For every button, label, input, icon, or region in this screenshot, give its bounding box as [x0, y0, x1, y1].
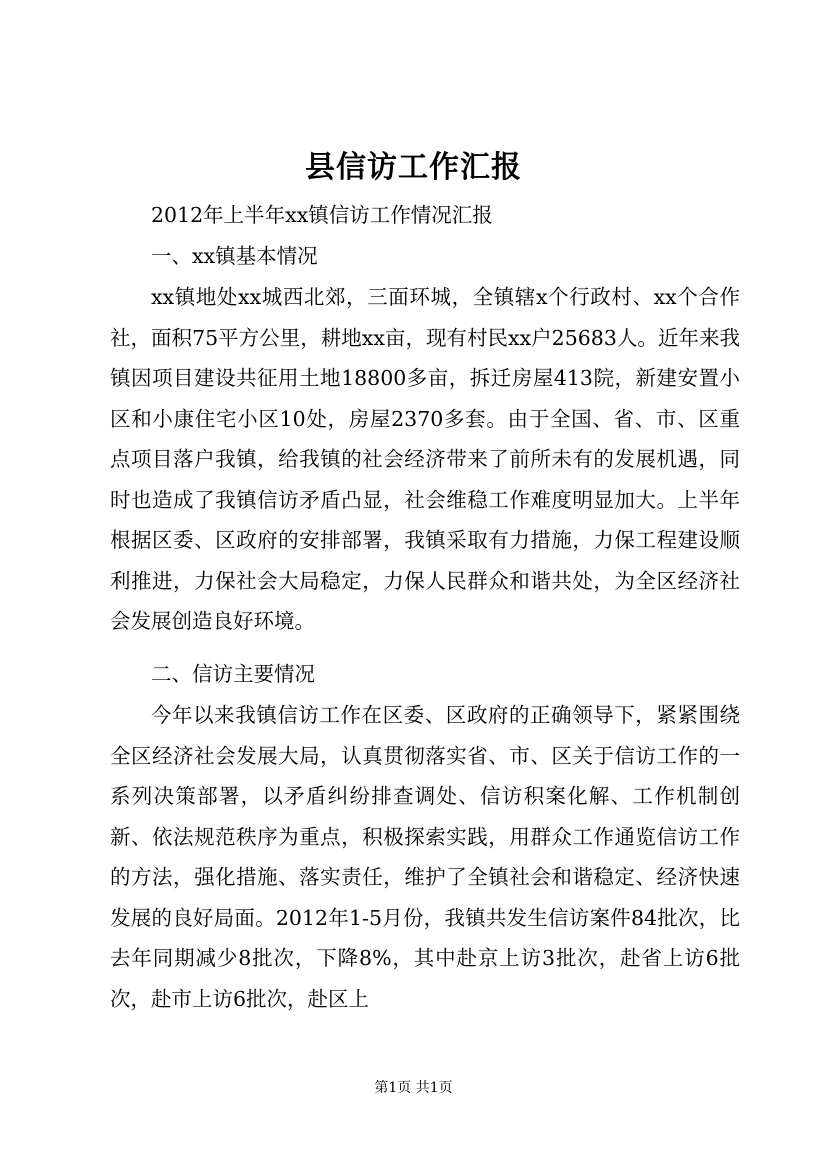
- main-petitions-paragraph: 今年以来我镇信访工作在区委、区政府的正确领导下，紧紧围绕全区经济社会发展大局，认真贯彻落实省、市、区关于信访工作的一系列决策部署，以矛盾纠纷排查调处、信访积案化解、工作机制创新、依法规范秩序为重点，积极探索实践，用群众工作通览信访工作的方法，强化措施、落实责任，维护了全镇社会和谐稳定、经济快速发展的良好局面。2012年1-5月份，我镇共发生信访案件84批次，比去年同期减少8批次，下降8%，其中赴京上访3批次，赴省上访6批次，赴市上访6批次，赴区上: [110, 703, 740, 1011]
- basic-info-paragraph: xx镇地处xx城西北郊，三面环城，全镇辖x个行政村、xx个合作社，面积75平方公里，耕地xx亩，现有村民xx户25683人。近年来我镇因项目建设共征用土地18800多亩，拆迁房屋413院，新建安置小区和小康住宅小区10处，房屋2370多套。由于全国、省、市、区重点项目落户我镇，给我镇的社会经济带来了前所未有的发展机遇，同时也造成了我镇信访矛盾凸显，社会维稳工作难度明显加大。上半年根据区委、区政府的安排部署，我镇采取有力措施，力保工程建设顺利推进，力保社会大局稳定，力保人民群众和谐共处，为全区经济社会发展创造良好环境。: [110, 285, 740, 633]
- report-subtitle: 2012年上半年xx镇信访工作情况汇报: [151, 203, 493, 227]
- section-heading-main-petitions: 二、信访主要情况: [151, 662, 315, 686]
- section-heading-basic-info: 一、xx镇基本情况: [151, 244, 318, 268]
- document-title: 县信访工作汇报: [305, 150, 522, 185]
- page-number-footer: 第1页 共1页: [374, 1080, 453, 1096]
